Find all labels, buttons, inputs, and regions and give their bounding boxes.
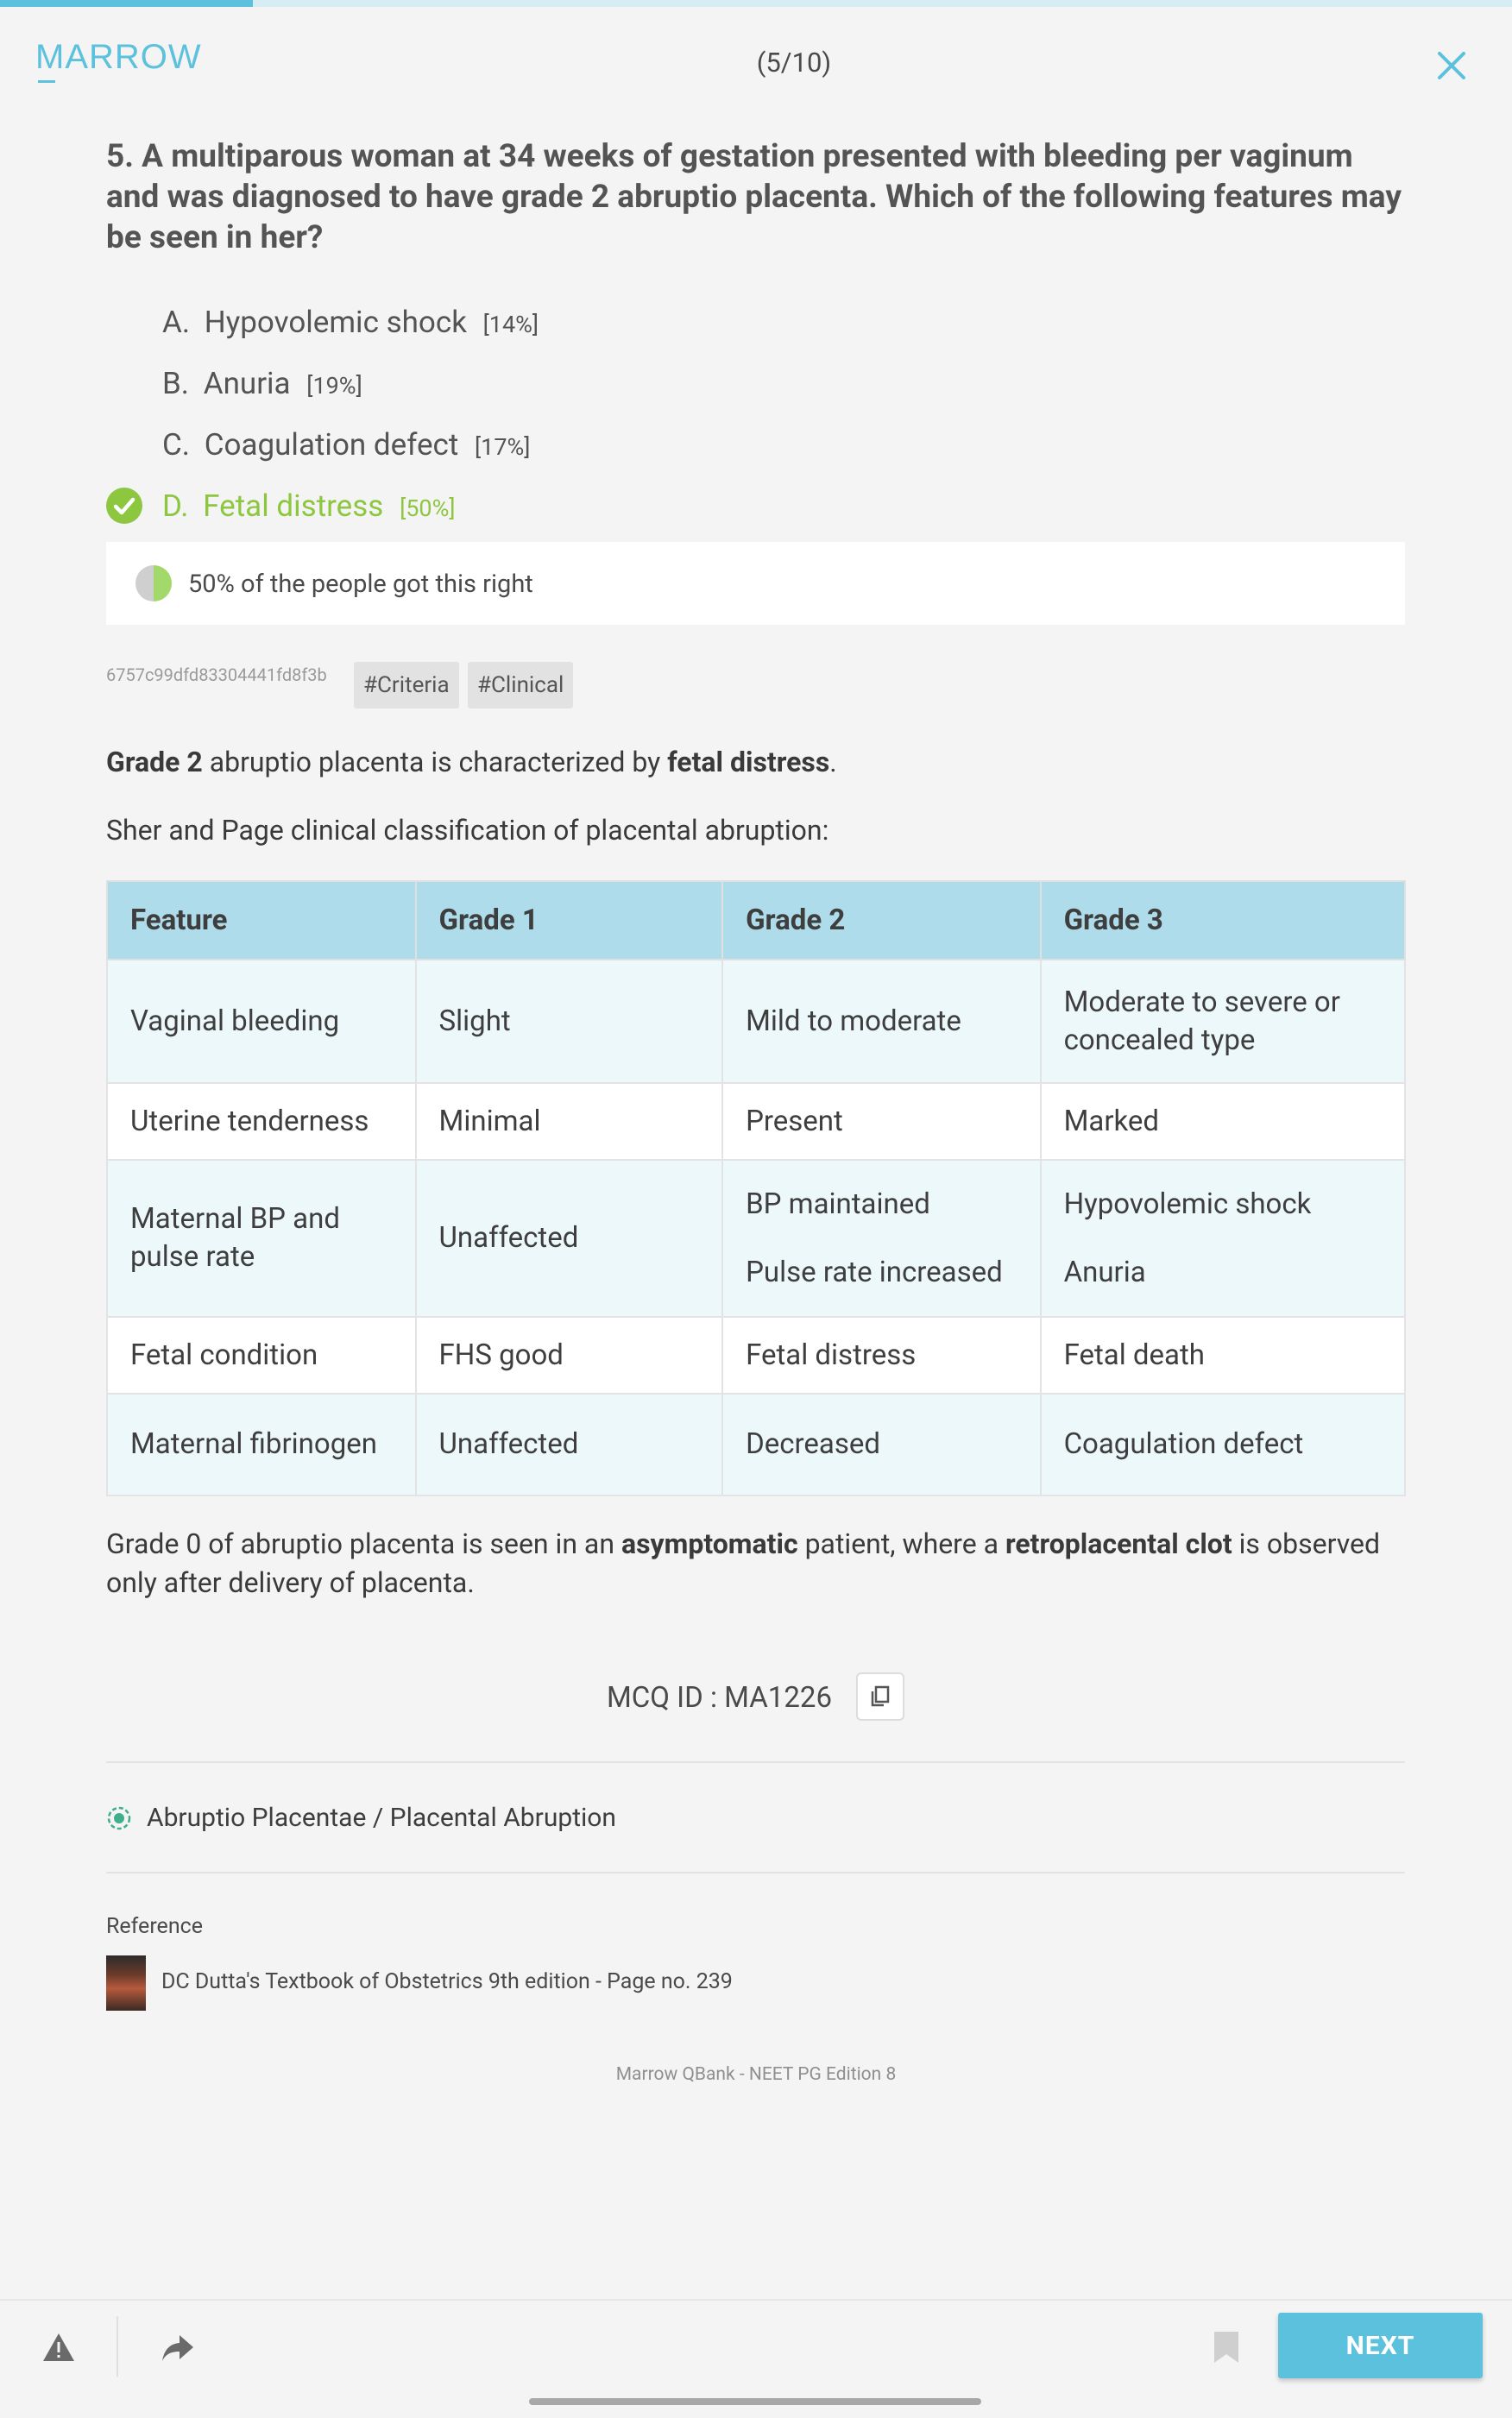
option-b[interactable] [162,366,362,401]
topic-link[interactable]: Abruptio Placentae / Placental Abruption [147,1803,616,1833]
option-percent: [17%] [475,433,531,461]
table-cell: Present [722,1083,1041,1160]
question-counter: (5/10) [756,47,832,79]
option-label: Coagulation defect [204,427,459,463]
close-icon [1434,48,1469,83]
option-letter: B. [162,366,190,401]
report-button[interactable] [41,2332,76,2363]
bookmark-button[interactable] [1213,2330,1240,2364]
table-cell: Fetal death [1041,1317,1405,1394]
share-arrow-icon [161,2330,195,2364]
divider [106,1872,1405,1873]
table-row [107,1160,1405,1317]
divider [106,1761,1405,1763]
tag-criteria[interactable]: #Criteria [354,662,459,708]
table-header: Grade 3 [1041,881,1405,960]
question-hash: 6757c99dfd83304441fd8f3b [106,664,327,685]
table-cell: Unaffected [416,1394,723,1496]
answer-stats-text: 50% of the people got this right [188,570,533,599]
topic-icon [106,1805,132,1831]
next-button[interactable]: NEXT [1278,2313,1483,2378]
app-logo: MARROW [35,38,202,76]
option-d-correct[interactable] [162,488,456,524]
option-percent: [14%] [482,311,539,338]
option-percent: [19%] [306,372,362,400]
copy-icon [858,1674,903,1719]
explanation-table-intro: Sher and Page clinical classification of placental abruption: [106,814,829,847]
option-percent: [50%] [400,494,456,522]
table-cell: Decreased [722,1394,1041,1496]
table-cell: Fetal condition [107,1317,416,1394]
copy-id-button[interactable] [856,1672,904,1721]
table-header: Grade 2 [722,881,1041,960]
question-text: 5. A multiparous woman at 34 weeks of gestation presented with bleeding per vaginum and was diagnosed to have grade 2 abruptio placenta. Which of the following features may be seen in her? [106,138,1402,256]
table-row [107,960,1405,1083]
answer-stats-box [106,542,1405,625]
table-cell: Maternal fibrinogen [107,1394,416,1496]
table-cell: Minimal [416,1083,723,1160]
option-letter: A. [162,305,191,340]
table-row [107,1317,1405,1394]
table-header: Feature [107,881,416,960]
table-cell: FHS good [416,1317,723,1394]
option-label: Anuria [203,366,291,401]
option-c[interactable] [162,427,530,463]
table-header: Grade 1 [416,881,723,960]
table-cell: Maternal BP and pulse rate [107,1160,416,1317]
table-cell: Mild to moderate [722,960,1041,1083]
table-cell: Moderate to severe or concealed type [1041,960,1405,1083]
table-row [107,1083,1405,1160]
explanation-grade0: Grade 0 of abruptio placenta is seen in an asymptomatic patient, where a retroplacental clot is observed only after delivery of placenta. [106,1527,1381,1599]
book-cover-image [106,1955,146,2011]
table-cell: Uterine tenderness [107,1083,416,1160]
table-cell: Coagulation defect [1041,1394,1405,1496]
reference-text: DC Dutta's Textbook of Obstetrics 9th edition - Page no. 239 [161,1969,733,1994]
reference-label: Reference [106,1914,203,1939]
table-cell: Fetal distress [722,1317,1041,1394]
explanation-summary: Grade 2 abruptio placenta is characterized by fetal distress. [106,746,837,778]
option-label: Hypovolemic shock [204,305,467,340]
option-a[interactable] [162,305,539,340]
warning-icon [41,2332,76,2363]
correct-check-icon [106,488,142,524]
table-row [107,1394,1405,1496]
logo-underline [38,80,55,83]
mcq-id: MCQ ID : MA1226 [607,1681,832,1715]
pie-chart-icon [135,565,172,601]
bar-separator [117,2316,118,2377]
share-button[interactable] [161,2330,195,2364]
classification-table [106,880,1406,1496]
progress-bar-fill [0,0,253,7]
table-cell: Unaffected [416,1160,723,1317]
progress-bar [0,0,1512,7]
tag-clinical[interactable]: #Clinical [468,662,573,708]
close-button[interactable] [1434,48,1469,83]
table-header-row [107,881,1405,960]
table-cell: Slight [416,960,723,1083]
table-cell: Vaginal bleeding [107,960,416,1083]
home-indicator [529,2398,981,2405]
qbank-edition-note: Marrow QBank - NEET PG Edition 8 [615,2064,897,2085]
option-label: Fetal distress [203,488,384,524]
option-letter: D. [162,488,189,524]
table-cell: BP maintained Pulse rate increased [722,1160,1041,1317]
table-cell: Marked [1041,1083,1405,1160]
table-cell: Hypovolemic shock Anuria [1041,1160,1405,1317]
bookmark-icon [1213,2330,1240,2364]
option-letter: C. [162,427,191,463]
